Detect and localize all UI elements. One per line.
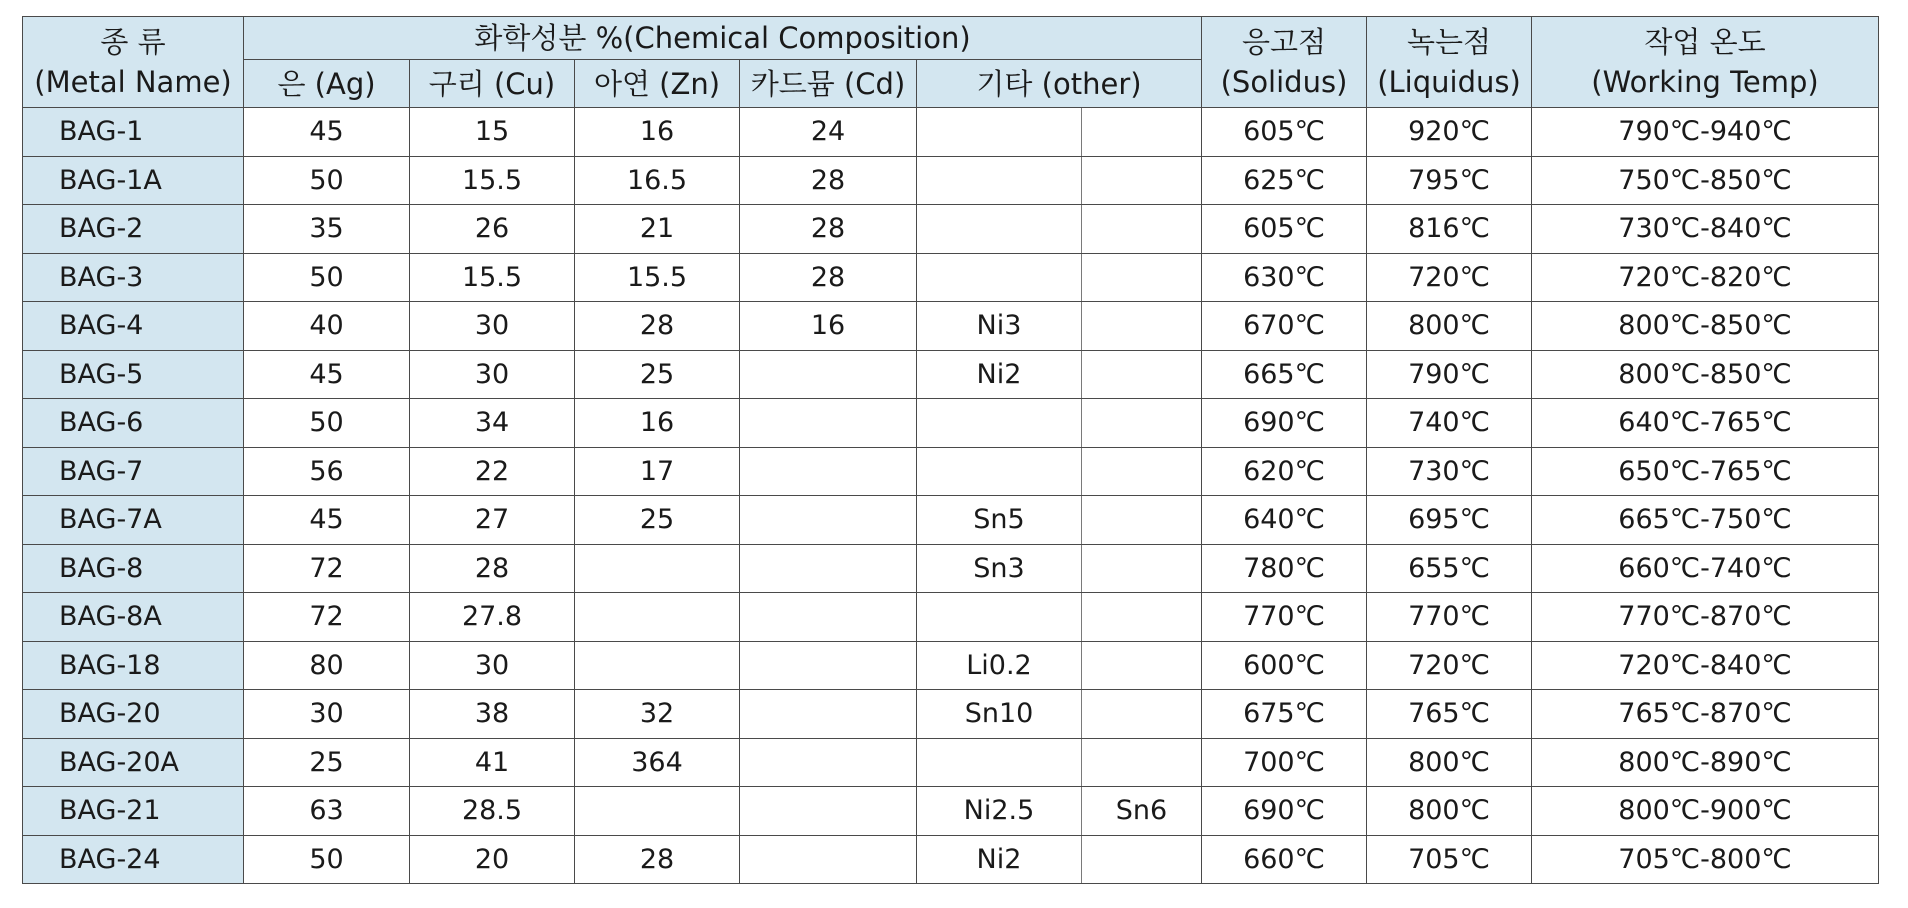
liquidus-cell: 765℃: [1367, 690, 1532, 739]
solidus-cell: 620℃: [1202, 447, 1367, 496]
working-temp-cell: 800℃-850℃: [1532, 302, 1879, 351]
zn-cell: [575, 787, 740, 836]
zn-cell: 28: [575, 835, 740, 884]
cu-cell: 15.5: [410, 156, 575, 205]
working-temp-cell: 665℃-750℃: [1532, 496, 1879, 545]
table-row: [23, 302, 1879, 351]
liquidus-cell: 795℃: [1367, 156, 1532, 205]
solidus-cell: 690℃: [1202, 787, 1367, 836]
other-primary-cell: Ni2: [917, 350, 1082, 399]
other-secondary-cell: [1082, 690, 1202, 739]
cu-cell: 38: [410, 690, 575, 739]
zn-cell: 28: [575, 302, 740, 351]
cu-cell: 30: [410, 350, 575, 399]
zn-cell: 21: [575, 205, 740, 254]
zn-cell: 25: [575, 496, 740, 545]
ag-cell: 80: [244, 641, 410, 690]
table-row: [23, 399, 1879, 448]
ag-cell: 25: [244, 738, 410, 787]
working-temp-cell: 770℃-870℃: [1532, 593, 1879, 642]
working-temp-cell: 720℃-820℃: [1532, 253, 1879, 302]
solidus-cell: 605℃: [1202, 108, 1367, 157]
zn-cell: 25: [575, 350, 740, 399]
cu-cell: 41: [410, 738, 575, 787]
solidus-cell: 630℃: [1202, 253, 1367, 302]
cd-cell: [740, 350, 917, 399]
cd-cell: [740, 544, 917, 593]
liquidus-cell: 790℃: [1367, 350, 1532, 399]
other-primary-cell: [917, 108, 1082, 157]
liquidus-header-en: (Liquidus): [1377, 65, 1521, 99]
ag-cell: 72: [244, 544, 410, 593]
cd-cell: 16: [740, 302, 917, 351]
cd-cell: [740, 738, 917, 787]
cd-cell: [740, 593, 917, 642]
cu-cell: 26: [410, 205, 575, 254]
table-row: [23, 253, 1879, 302]
table-row: [23, 835, 1879, 884]
ag-cell: 30: [244, 690, 410, 739]
solidus-cell: 605℃: [1202, 205, 1367, 254]
ag-cell: 50: [244, 835, 410, 884]
working-temp-cell: 765℃-870℃: [1532, 690, 1879, 739]
other-secondary-cell: [1082, 447, 1202, 496]
liquidus-cell: 740℃: [1367, 399, 1532, 448]
other-secondary-cell: [1082, 156, 1202, 205]
working-temp-header-en: (Working Temp): [1591, 65, 1819, 99]
metal-name-header: [23, 17, 244, 108]
cd-cell: [740, 496, 917, 545]
zn-cell: 15.5: [575, 253, 740, 302]
solidus-cell: 660℃: [1202, 835, 1367, 884]
solidus-header-en: (Solidus): [1220, 65, 1348, 99]
cu-cell: 27: [410, 496, 575, 545]
solidus-cell: 640℃: [1202, 496, 1367, 545]
alloy-name-cell: BAG-24: [23, 835, 244, 884]
brazing-alloy-table: [22, 16, 1879, 884]
table-row: [23, 447, 1879, 496]
solidus-cell: 780℃: [1202, 544, 1367, 593]
cu-header: 구리 (Cu): [410, 60, 575, 108]
alloy-name-cell: BAG-8: [23, 544, 244, 593]
other-primary-cell: Ni3: [917, 302, 1082, 351]
cd-cell: [740, 787, 917, 836]
working-temp-cell: 730℃-840℃: [1532, 205, 1879, 254]
table-row: [23, 593, 1879, 642]
working-temp-cell: 750℃-850℃: [1532, 156, 1879, 205]
other-primary-cell: Li0.2: [917, 641, 1082, 690]
other-primary-cell: [917, 447, 1082, 496]
alloy-name-cell: BAG-20A: [23, 738, 244, 787]
liquidus-cell: 800℃: [1367, 738, 1532, 787]
cu-cell: 15: [410, 108, 575, 157]
solidus-cell: 600℃: [1202, 641, 1367, 690]
solidus-cell: 665℃: [1202, 350, 1367, 399]
cd-cell: 28: [740, 156, 917, 205]
other-primary-cell: Sn10: [917, 690, 1082, 739]
other-secondary-cell: [1082, 302, 1202, 351]
liquidus-header: [1367, 17, 1532, 108]
cu-cell: 30: [410, 641, 575, 690]
working-temp-cell: 705℃-800℃: [1532, 835, 1879, 884]
alloy-name-cell: BAG-1A: [23, 156, 244, 205]
zn-header: 아연 (Zn): [575, 60, 740, 108]
zn-cell: [575, 593, 740, 642]
table-row: [23, 350, 1879, 399]
cu-cell: 20: [410, 835, 575, 884]
cd-cell: [740, 835, 917, 884]
ag-cell: 50: [244, 399, 410, 448]
other-primary-cell: [917, 399, 1082, 448]
cd-cell: 24: [740, 108, 917, 157]
other-secondary-cell: [1082, 496, 1202, 545]
zn-cell: 16.5: [575, 156, 740, 205]
cu-cell: 28.5: [410, 787, 575, 836]
ag-header: 은 (Ag): [244, 60, 410, 108]
zn-cell: 16: [575, 108, 740, 157]
alloy-name-cell: BAG-6: [23, 399, 244, 448]
alloy-name-cell: BAG-4: [23, 302, 244, 351]
brazing-alloy-table-sheet: [22, 16, 1878, 884]
working-temp-cell: 800℃-890℃: [1532, 738, 1879, 787]
solidus-header: [1202, 17, 1367, 108]
cu-cell: 27.8: [410, 593, 575, 642]
other-secondary-cell: [1082, 350, 1202, 399]
solidus-cell: 670℃: [1202, 302, 1367, 351]
cu-cell: 34: [410, 399, 575, 448]
liquidus-cell: 720℃: [1367, 253, 1532, 302]
liquidus-cell: 816℃: [1367, 205, 1532, 254]
solidus-cell: 675℃: [1202, 690, 1367, 739]
other-secondary-cell: [1082, 738, 1202, 787]
alloy-name-cell: BAG-1: [23, 108, 244, 157]
alloy-name-cell: BAG-8A: [23, 593, 244, 642]
other-secondary-cell: [1082, 205, 1202, 254]
liquidus-cell: 770℃: [1367, 593, 1532, 642]
cu-cell: 22: [410, 447, 575, 496]
zn-cell: 16: [575, 399, 740, 448]
other-primary-cell: [917, 253, 1082, 302]
alloy-name-cell: BAG-21: [23, 787, 244, 836]
cd-cell: [740, 399, 917, 448]
liquidus-header-ko: 녹는점: [1406, 25, 1492, 59]
alloy-name-cell: BAG-2: [23, 205, 244, 254]
alloy-name-cell: BAG-5: [23, 350, 244, 399]
cd-header: 카드뮴 (Cd): [740, 60, 917, 108]
other-header: 기타 (other): [917, 60, 1202, 108]
other-primary-cell: [917, 593, 1082, 642]
zn-cell: 32: [575, 690, 740, 739]
cu-cell: 30: [410, 302, 575, 351]
other-secondary-cell: [1082, 253, 1202, 302]
alloy-name-cell: BAG-3: [23, 253, 244, 302]
other-primary-cell: Ni2: [917, 835, 1082, 884]
other-secondary-cell: [1082, 593, 1202, 642]
cu-cell: 28: [410, 544, 575, 593]
other-primary-cell: [917, 738, 1082, 787]
cd-cell: [740, 447, 917, 496]
solidus-cell: 770℃: [1202, 593, 1367, 642]
liquidus-cell: 720℃: [1367, 641, 1532, 690]
ag-cell: 72: [244, 593, 410, 642]
solidus-cell: 700℃: [1202, 738, 1367, 787]
table-row: [23, 156, 1879, 205]
table-row: [23, 205, 1879, 254]
other-primary-cell: [917, 205, 1082, 254]
liquidus-cell: 730℃: [1367, 447, 1532, 496]
ag-cell: 40: [244, 302, 410, 351]
cu-cell: 15.5: [410, 253, 575, 302]
working-temp-header-ko: 작업 온도: [1644, 25, 1766, 59]
table-row: [23, 108, 1879, 157]
working-temp-cell: 790℃-940℃: [1532, 108, 1879, 157]
ag-cell: 45: [244, 350, 410, 399]
other-secondary-cell: [1082, 835, 1202, 884]
working-temp-cell: 660℃-740℃: [1532, 544, 1879, 593]
ag-cell: 56: [244, 447, 410, 496]
working-temp-cell: 800℃-850℃: [1532, 350, 1879, 399]
metal-name-header-en: (Metal Name): [34, 65, 232, 99]
other-primary-cell: Sn3: [917, 544, 1082, 593]
liquidus-cell: 705℃: [1367, 835, 1532, 884]
liquidus-cell: 800℃: [1367, 787, 1532, 836]
other-secondary-cell: [1082, 641, 1202, 690]
alloy-name-cell: BAG-20: [23, 690, 244, 739]
working-temp-cell: 640℃-765℃: [1532, 399, 1879, 448]
ag-cell: 63: [244, 787, 410, 836]
cd-cell: 28: [740, 205, 917, 254]
other-secondary-cell: Sn6: [1082, 787, 1202, 836]
liquidus-cell: 920℃: [1367, 108, 1532, 157]
alloy-name-cell: BAG-7: [23, 447, 244, 496]
alloy-name-cell: BAG-7A: [23, 496, 244, 545]
table-row: [23, 544, 1879, 593]
zn-cell: [575, 641, 740, 690]
table-row: [23, 496, 1879, 545]
zn-cell: 364: [575, 738, 740, 787]
solidus-cell: 690℃: [1202, 399, 1367, 448]
zn-cell: 17: [575, 447, 740, 496]
liquidus-cell: 800℃: [1367, 302, 1532, 351]
other-secondary-cell: [1082, 108, 1202, 157]
other-secondary-cell: [1082, 399, 1202, 448]
ag-cell: 45: [244, 496, 410, 545]
table-header: [23, 17, 1879, 108]
table-row: [23, 641, 1879, 690]
metal-name-header-ko: 종 류: [100, 25, 166, 59]
working-temp-header: [1532, 17, 1879, 108]
liquidus-cell: 655℃: [1367, 544, 1532, 593]
table-body: [23, 108, 1879, 884]
chemical-composition-header: 화학성분 %(Chemical Composition): [244, 17, 1202, 60]
alloy-name-cell: BAG-18: [23, 641, 244, 690]
table-row: [23, 787, 1879, 836]
other-primary-cell: [917, 156, 1082, 205]
liquidus-cell: 695℃: [1367, 496, 1532, 545]
solidus-header-ko: 응고점: [1241, 25, 1327, 59]
other-primary-cell: Sn5: [917, 496, 1082, 545]
ag-cell: 50: [244, 253, 410, 302]
cd-cell: 28: [740, 253, 917, 302]
cd-cell: [740, 641, 917, 690]
solidus-cell: 625℃: [1202, 156, 1367, 205]
ag-cell: 50: [244, 156, 410, 205]
table-row: [23, 738, 1879, 787]
working-temp-cell: 720℃-840℃: [1532, 641, 1879, 690]
cd-cell: [740, 690, 917, 739]
zn-cell: [575, 544, 740, 593]
working-temp-cell: 650℃-765℃: [1532, 447, 1879, 496]
table-row: [23, 690, 1879, 739]
other-primary-cell: Ni2.5: [917, 787, 1082, 836]
other-secondary-cell: [1082, 544, 1202, 593]
ag-cell: 35: [244, 205, 410, 254]
working-temp-cell: 800℃-900℃: [1532, 787, 1879, 836]
ag-cell: 45: [244, 108, 410, 157]
